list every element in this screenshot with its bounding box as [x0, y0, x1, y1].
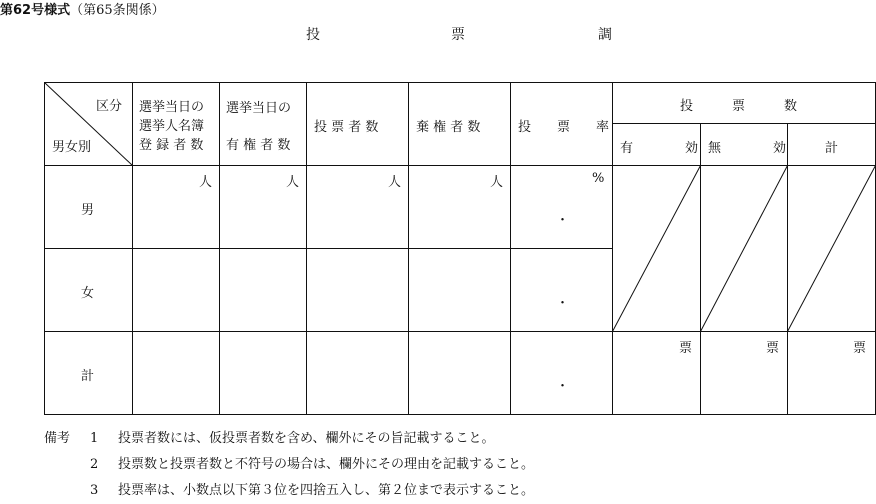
decimal-point-total: ・: [556, 379, 570, 394]
unit-vote-valid: 票: [679, 341, 693, 356]
cross-out-invalid: [701, 166, 788, 332]
note-number: 3: [90, 483, 99, 498]
note-number: 2: [90, 457, 99, 472]
header-eligible-l2: 有 権 者 数: [226, 138, 291, 153]
note-text: 投票率は、小数点以下第３位を四捨五入し、第２位まで表示すること。: [118, 483, 535, 498]
row-label-female: 女: [81, 286, 95, 301]
header-kubun: 区分: [96, 99, 123, 114]
title-char-3: 調: [598, 27, 612, 43]
form-article-reference: （第65条関係）: [70, 3, 165, 18]
header-eligible-l1: 選挙当日の: [226, 101, 292, 116]
note-number: 1: [90, 431, 99, 446]
title-char-1: 投: [306, 27, 320, 43]
unit-percent: %: [592, 171, 605, 186]
header-voters: 投 票 者 数: [314, 120, 379, 135]
row-label-male: 男: [81, 203, 95, 218]
unit-person-voters: 人: [388, 175, 402, 190]
note-row-3: [44, 478, 534, 504]
header-registered-l1: 選挙当日の: [139, 100, 205, 115]
title-char-2: 票: [451, 27, 465, 43]
form-number: 第62号様式: [0, 3, 71, 18]
note-row-2: [44, 452, 534, 478]
unit-vote-invalid: 票: [766, 341, 780, 356]
header-valid: 有 効: [620, 141, 699, 156]
decimal-point-female: ・: [556, 296, 570, 311]
header-votes: 投 票 数: [680, 99, 798, 114]
unit-vote-total: 票: [853, 341, 867, 356]
row-label-total: 計: [81, 369, 95, 384]
header-danjo: 男女別: [52, 140, 92, 155]
header-registered-l3: 登 録 者 数: [139, 138, 204, 153]
decimal-point-male: ・: [556, 213, 570, 228]
header-abstainers: 棄 権 者 数: [416, 120, 481, 135]
note-text: 投票数と投票者数と不符号の場合は、欄外にその理由を記載すること。: [118, 457, 535, 472]
cross-out-valid: [613, 166, 701, 332]
note-row-1: [44, 426, 534, 452]
unit-person-eligible: 人: [286, 175, 300, 190]
cross-out-total: [788, 166, 876, 332]
note-text: 投票者数には、仮投票者数を含め、欄外にその旨記載すること。: [118, 431, 495, 446]
notes: [44, 426, 534, 504]
header-registered-l2: 選挙人名簿: [139, 119, 205, 134]
header-turnout: 投 票 率: [518, 120, 610, 135]
header-total: 計: [825, 141, 839, 156]
unit-person-abstainers: 人: [490, 175, 504, 190]
unit-person-registered: 人: [199, 175, 213, 190]
notes-label: 備考: [44, 431, 71, 446]
header-invalid: 無 効: [708, 141, 787, 156]
